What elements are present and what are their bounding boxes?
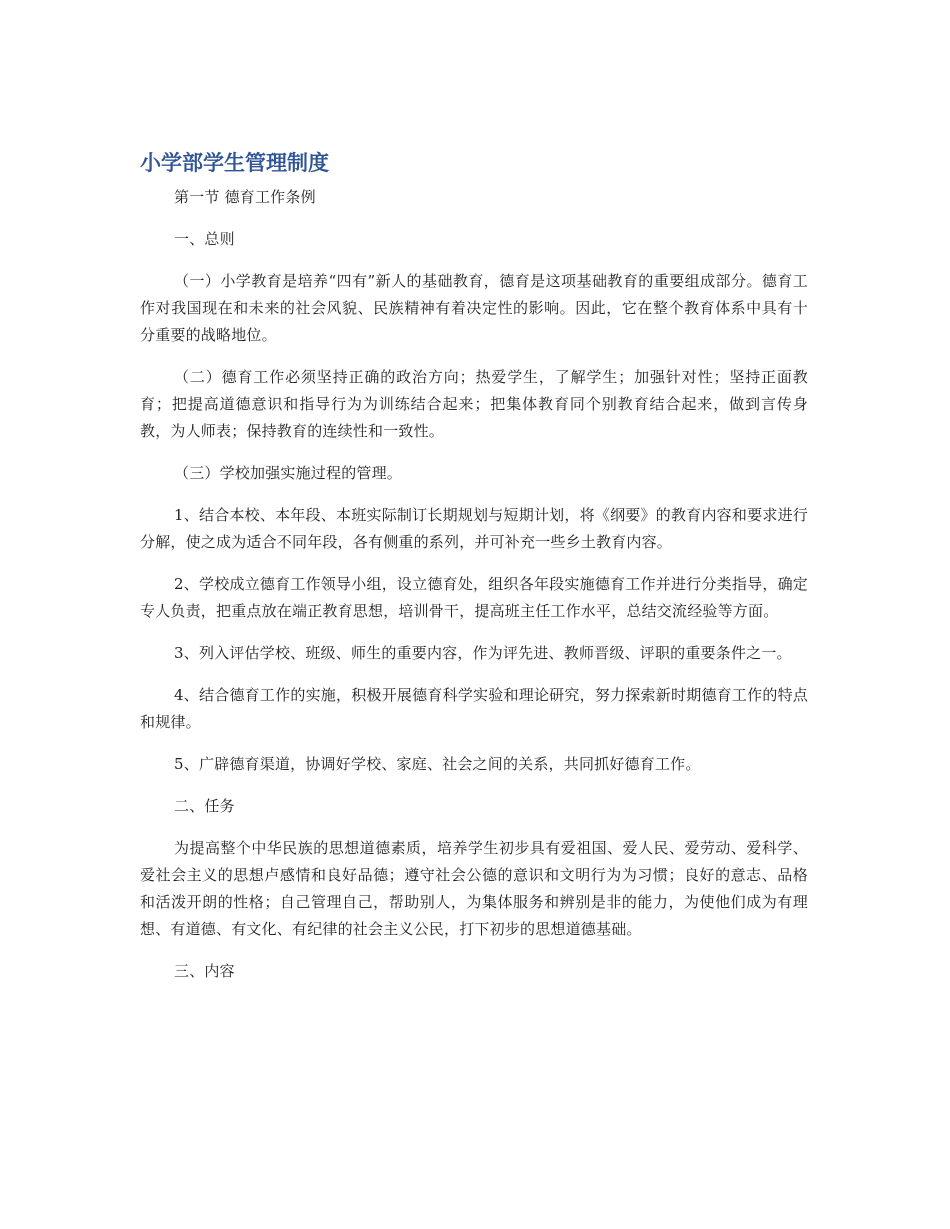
paragraph: （三）学校加强实施过程的管理。 <box>174 464 403 482</box>
list-item: 1、结合本校、本年段、本班实际制订长期规划与短期计划，将《纲要》的教育内容和要求进行分解，使之成为适合不同年段，各有侧重的系列，并可补充一些乡土教育内容。 <box>140 506 808 551</box>
chapter-heading: 一、总则 <box>174 230 235 248</box>
paragraph: （一）小学教育是培养“四有”新人的基础教育，德育是这项基础教育的重要组成部分。德育工作对我国现在和未来的社会风貌、民族精神有着决定性的影响。因此，它在整个教育体系中具有十分重要的战略地位。 <box>140 272 808 344</box>
document-page <box>140 148 808 1000</box>
chapter-heading: 二、任务 <box>174 797 235 815</box>
list-item: 4、结合德育工作的实施，积极开展德育科学实验和理论研究，努力探索新时期德育工作的特点和规律。 <box>140 686 808 731</box>
paragraph: （二）德育工作必须坚持正确的政治方向；热爱学生，了解学生；加强针对性；坚持正面教育；把提高道德意识和指导行为为训练结合起来；把集体教育同个别教育结合起来，做到言传身教，为人师表；保持教育的连续性和一致性。 <box>140 368 808 440</box>
paragraph: 为提高整个中华民族的思想道德素质，培养学生初步具有爱祖国、爱人民、爱劳动、爱科学、爱社会主义的思想卢感情和良好品德；遵守社会公德的意识和文明行为为习惯；良好的意志、品格和活泼开朗的性格；自己管理自己，帮助别人，为集体服务和辨别是非的能力，为使他们成为有理想、有道德、有文化、有纪律的社会主义公民，打下初步的思想道德基础。 <box>140 839 808 938</box>
document-title: 小学部学生管理制度 <box>140 151 329 175</box>
list-item: 5、广辟德育渠道，协调好学校、家庭、社会之间的关系，共同抓好德育工作。 <box>174 755 701 773</box>
list-item: 3、列入评估学校、班级、师生的重要内容，作为评先进、教师晋级、评职的重要条件之一。 <box>174 644 792 662</box>
section-heading: 第一节 德育工作条例 <box>174 188 316 206</box>
chapter-heading: 三、内容 <box>174 962 235 980</box>
list-item: 2、学校成立德育工作领导小组，设立德育处，组织各年段实施德育工作并进行分类指导，确定专人负责，把重点放在端正教育思想，培训骨干，提高班主任工作水平，总结交流经验等方面。 <box>140 575 808 620</box>
